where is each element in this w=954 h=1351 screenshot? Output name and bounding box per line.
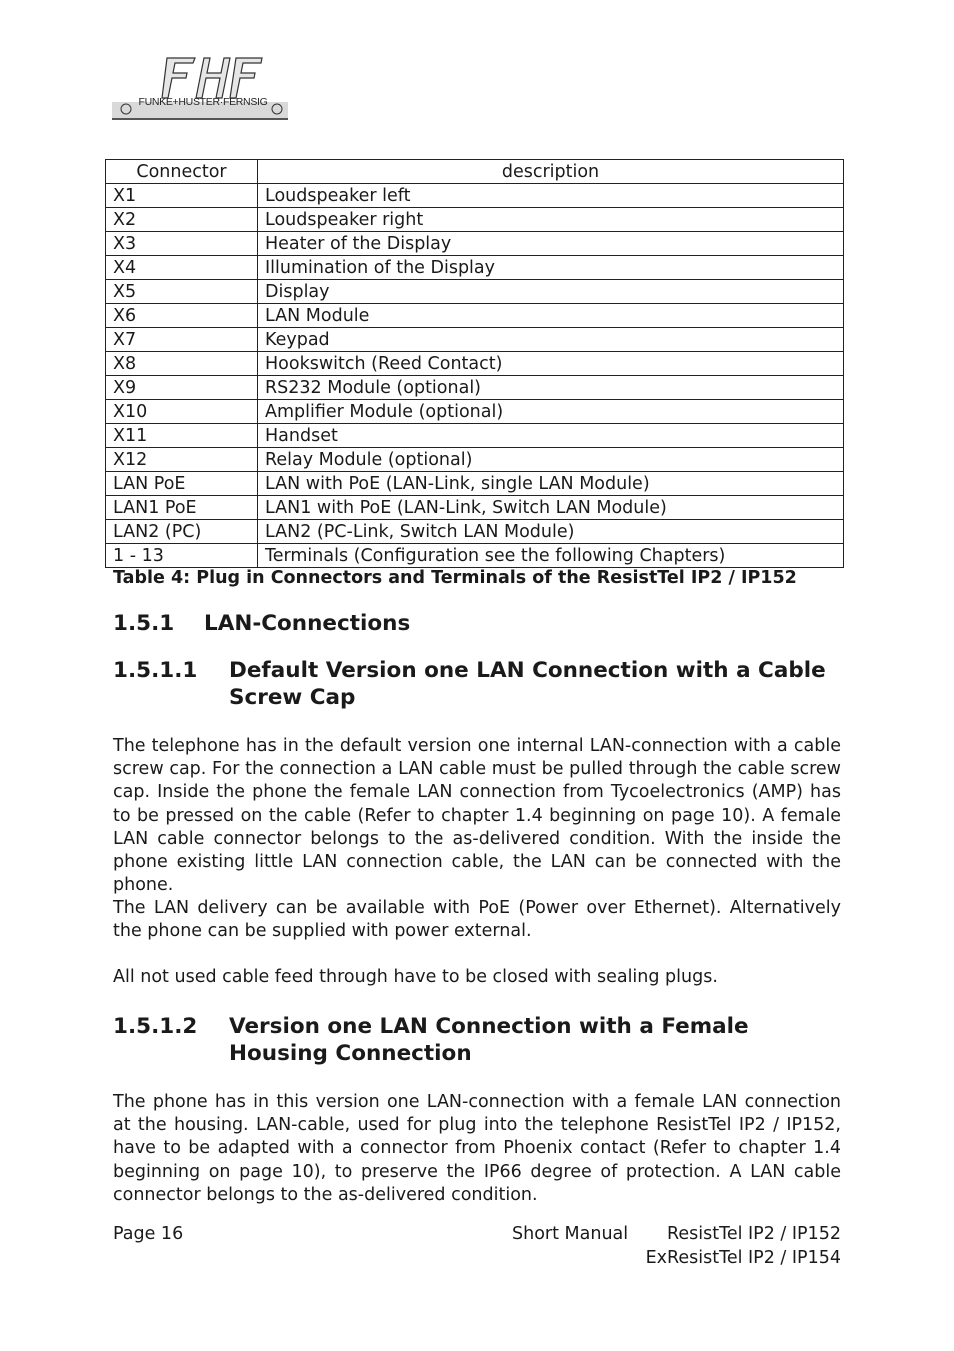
connector-cell: X2 (106, 208, 258, 232)
connector-cell: X11 (106, 424, 258, 448)
connector-cell: LAN PoE (106, 472, 258, 496)
company-logo (112, 54, 294, 122)
table-row (106, 472, 844, 496)
manual-title: Short Manual (512, 1224, 629, 1244)
page-number: Page 16 (113, 1224, 184, 1244)
paragraph: The LAN delivery can be available with PoE (Power over Ethernet). Alternatively the phone can be supplied with power external. (113, 898, 841, 942)
table-row (106, 376, 844, 400)
description-cell: Terminals (Configuration see the following Chapters) (258, 544, 844, 568)
description-cell: Loudspeaker right (258, 208, 844, 232)
section-heading (113, 611, 410, 636)
subsection-number: 1.5.1.2 (113, 1014, 198, 1039)
connector-cell: X3 (106, 232, 258, 256)
table-row (106, 232, 844, 256)
table-header-row (106, 160, 844, 184)
table-row (106, 400, 844, 424)
connector-cell: X10 (106, 400, 258, 424)
column-header: Connector (106, 160, 258, 184)
connector-cell: X7 (106, 328, 258, 352)
table-row (106, 304, 844, 328)
connector-cell: X6 (106, 304, 258, 328)
description-cell: Loudspeaker left (258, 184, 844, 208)
paragraph: All not used cable feed through have to be closed with sealing plugs. (113, 967, 718, 987)
description-cell: Illumination of the Display (258, 256, 844, 280)
description-cell: Keypad (258, 328, 844, 352)
table-row (106, 424, 844, 448)
description-cell: Relay Module (optional) (258, 448, 844, 472)
description-cell: LAN2 (PC-Link, Switch LAN Module) (258, 520, 844, 544)
subsection-title: Default Version one LAN Connection with a Cable Screw Cap (229, 658, 826, 710)
connector-cell: LAN2 (PC) (106, 520, 258, 544)
connector-table (105, 159, 844, 568)
connector-cell: X1 (106, 184, 258, 208)
fhf-logo-graphic (112, 54, 294, 122)
table-row (106, 184, 844, 208)
table-row (106, 256, 844, 280)
table-row (106, 496, 844, 520)
connector-cell: X4 (106, 256, 258, 280)
connector-cell: X5 (106, 280, 258, 304)
description-cell: Display (258, 280, 844, 304)
table-row (106, 280, 844, 304)
paragraph: The phone has in this version one LAN-connection with a female LAN connection at the housing. LAN-cable, used for plug into the telephone ResistTel IP2 / IP152, have to be adapted with a connector from Phoenix contact (Refer to chapter 1.4 beginning on page 10), to preserve the IP66 degree of protection. A LAN cable connector belongs to the as-delivered condition. (113, 1092, 841, 1205)
connector-cell: X9 (106, 376, 258, 400)
description-cell: LAN1 with PoE (LAN-Link, Switch LAN Module) (258, 496, 844, 520)
subsection-number: 1.5.1.1 (113, 658, 198, 683)
table-row (106, 352, 844, 376)
description-cell: RS232 Module (optional) (258, 376, 844, 400)
subsection-title: Version one LAN Connection with a Female Housing Connection (229, 1014, 749, 1066)
table-caption: Table 4: Plug in Connectors and Terminals of the ResistTel IP2 / IP152 (113, 568, 797, 588)
model-name: ExResistTel IP2 / IP154 (645, 1248, 841, 1268)
description-cell: Handset (258, 424, 844, 448)
connector-cell: X12 (106, 448, 258, 472)
paragraph: The telephone has in the default version one internal LAN-connection with a cable screw cap. For the connection a LAN cable must be pulled through the cable screw cap. Inside the phone the female LAN connection from Tycoelectronics (AMP) has to be pressed on the cable (Refer to chapter 1.4 beginning on page 10). A female LAN cable connector belongs to the as-delivered condition. With the inside the phone existing little LAN connection cable, the LAN can be connected with the phone. (113, 736, 841, 896)
table-row (106, 328, 844, 352)
model-names (646, 1222, 841, 1270)
connector-cell: LAN1 PoE (106, 496, 258, 520)
section-number: 1.5.1 (113, 611, 175, 636)
description-cell: LAN Module (258, 304, 844, 328)
section-title: LAN-Connections (204, 611, 411, 636)
column-header: description (258, 160, 844, 184)
description-cell: Amplifier Module (optional) (258, 400, 844, 424)
description-cell: LAN with PoE (LAN-Link, single LAN Module) (258, 472, 844, 496)
table-row (106, 544, 844, 568)
table-row (106, 208, 844, 232)
logo-tagline: FUNKE+HUSTER·FERNSIG (138, 96, 268, 108)
connector-cell: 1 - 13 (106, 544, 258, 568)
description-cell: Heater of the Display (258, 232, 844, 256)
connector-cell: X8 (106, 352, 258, 376)
table-row (106, 520, 844, 544)
description-cell: Hookswitch (Reed Contact) (258, 352, 844, 376)
table-row (106, 448, 844, 472)
model-name: ResistTel IP2 / IP152 (667, 1224, 841, 1244)
